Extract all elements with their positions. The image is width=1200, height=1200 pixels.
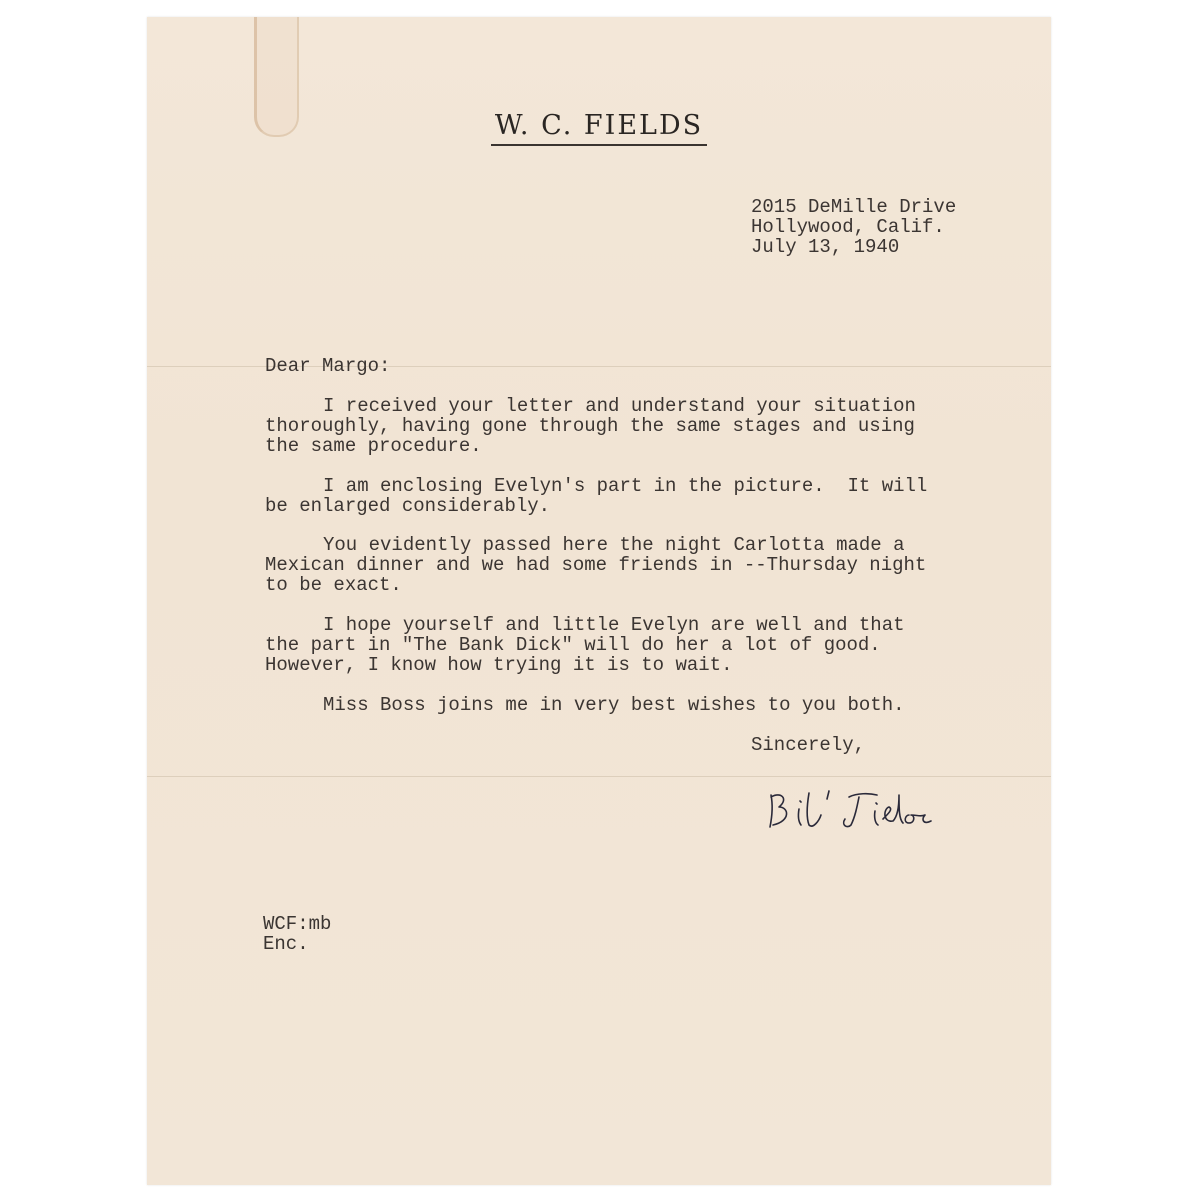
paragraph-line: However, I know how trying it is to wait. — [265, 654, 733, 676]
paragraph-line: I am enclosing Evelyn's part in the picture. It will — [323, 475, 928, 497]
paragraph-3 — [265, 535, 926, 595]
sender-address — [751, 197, 956, 257]
paragraph-line: to be exact. — [265, 574, 402, 596]
enclosure-note: Enc. — [263, 933, 309, 955]
paragraph-2 — [265, 476, 927, 516]
letter-sheet — [147, 17, 1051, 1185]
reference-block — [263, 914, 331, 954]
paragraph-line: I hope yourself and little Evelyn are well and that — [323, 614, 905, 636]
handwritten-signature — [765, 785, 945, 835]
paragraph-1 — [265, 396, 916, 456]
paragraph-line: thoroughly, having gone through the same stages and using — [265, 415, 915, 437]
paragraph-line: Miss Boss joins me in very best wishes to you both. — [323, 694, 905, 716]
paragraph-line: Mexican dinner and we had some friends in --Thursday night — [265, 554, 927, 576]
letterhead-name: W. C. FIELDS — [491, 110, 707, 146]
paragraph-line: I received your letter and understand your situation — [323, 395, 916, 417]
paragraph-4 — [265, 615, 905, 675]
letterhead — [147, 110, 1051, 146]
closing: Sincerely, — [751, 734, 866, 756]
letter-date: July 13, 1940 — [751, 236, 900, 258]
salutation: Dear Margo: — [265, 355, 391, 377]
paragraph-line: You evidently passed here the night Carlotta made a — [323, 534, 905, 556]
typist-initials: WCF:mb — [263, 913, 332, 935]
paragraph-line: the part in "The Bank Dick" will do her a lot of good. — [265, 634, 881, 656]
paragraph-line: be enlarged considerably. — [265, 495, 551, 517]
signature-drawing — [765, 785, 945, 835]
fold-line — [147, 776, 1051, 777]
address-street: 2015 DeMille Drive — [751, 196, 957, 218]
paragraph-line: the same procedure. — [265, 435, 482, 457]
address-city: Hollywood, Calif. — [751, 216, 945, 238]
paragraph-5 — [265, 695, 905, 715]
